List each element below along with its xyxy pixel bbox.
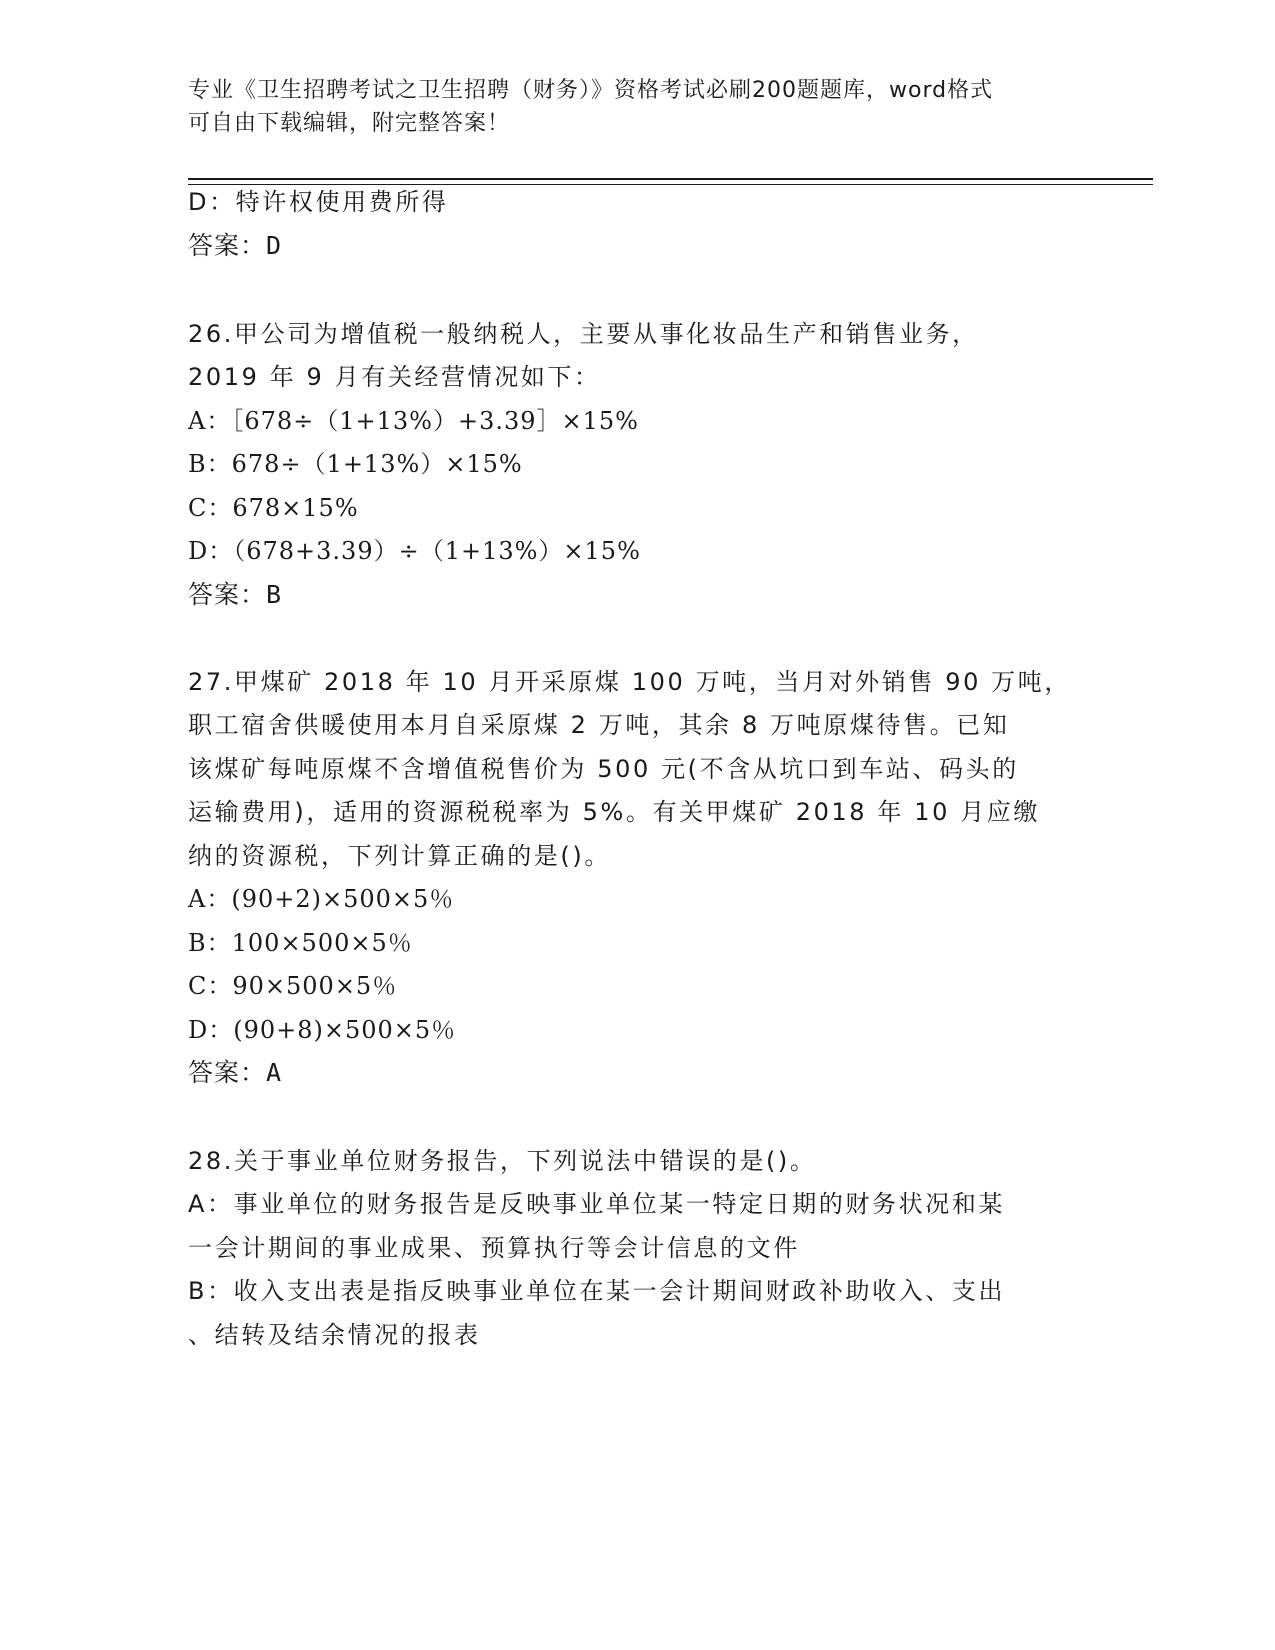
q27-stem-line-5: 纳的资源税，下列计算正确的是()。 — [188, 842, 611, 870]
q26-stem-line-2: 2019 年 9 月有关经营情况如下： — [188, 363, 601, 391]
q28-option-a-line-1: A：事业单位的财务报告是反映事业单位某一特定日期的财务状况和某 — [188, 1190, 1006, 1218]
q27-stem-line-2: 职工宿舍供暖使用本月自采原煤 2 万吨，其余 8 万吨原煤待售。已知 — [188, 711, 1010, 739]
header-divider-thin — [188, 184, 1153, 185]
q26-option-a: A：［678÷（1+13%）+3.39］×15% — [188, 407, 639, 435]
q27-stem-line-1: 27.甲煤矿 2018 年 10 月开采原煤 100 万吨，当月对外销售 90 万吨， — [188, 668, 1071, 696]
q28-option-b-line-1: B：收入支出表是指反映事业单位在某一会计期间财政补助收入、支出 — [188, 1277, 1006, 1305]
q26-option-d: D：（678+3.39）÷（1+13%）×15% — [188, 537, 641, 565]
prev-answer: 答案：D — [188, 231, 283, 260]
q27-option-b: B：100×500×5％ — [188, 929, 413, 957]
header-title-line-2: 可自由下载编辑，附完整答案！ — [188, 111, 511, 136]
q28-option-b-line-2: 、结转及结余情况的报表 — [188, 1321, 481, 1349]
header-divider-thick — [188, 178, 1153, 180]
q28-option-a-line-2: 一会计期间的事业成果、预算执行等会计信息的文件 — [188, 1234, 800, 1262]
q27-stem-line-4: 运输费用)，适用的资源税税率为 5%。有关甲煤矿 2018 年 10 月应缴 — [188, 798, 1040, 826]
header-title-line-1: 专业《卫生招聘考试之卫生招聘（财务）》资格考试必刷200题题库，word格式 — [188, 78, 994, 103]
q26-answer: 答案：B — [188, 580, 283, 609]
q27-option-c: C：90×500×5％ — [188, 972, 398, 1000]
document-header — [188, 74, 1068, 140]
q26-option-b: B：678÷（1+13%）×15% — [188, 450, 523, 478]
q26-option-c: C：678×15% — [188, 494, 359, 522]
q28-stem-line-1: 28.关于事业单位财务报告，下列说法中错误的是()。 — [188, 1147, 817, 1175]
q27-option-a: A：(90+2)×500×5％ — [188, 885, 455, 913]
q27-option-d: D：(90+8)×500×5％ — [188, 1016, 457, 1044]
q27-stem-line-3: 该煤矿每吨原煤不含增值税售价为 500 元(不含从坑口到车站、码头的 — [188, 755, 1019, 783]
prev-option-d: D：特许权使用费所得 — [188, 188, 449, 216]
q26-stem-line-1: 26.甲公司为增值税一般纳税人，主要从事化妆品生产和销售业务， — [188, 320, 979, 348]
q27-answer: 答案：A — [188, 1058, 283, 1087]
